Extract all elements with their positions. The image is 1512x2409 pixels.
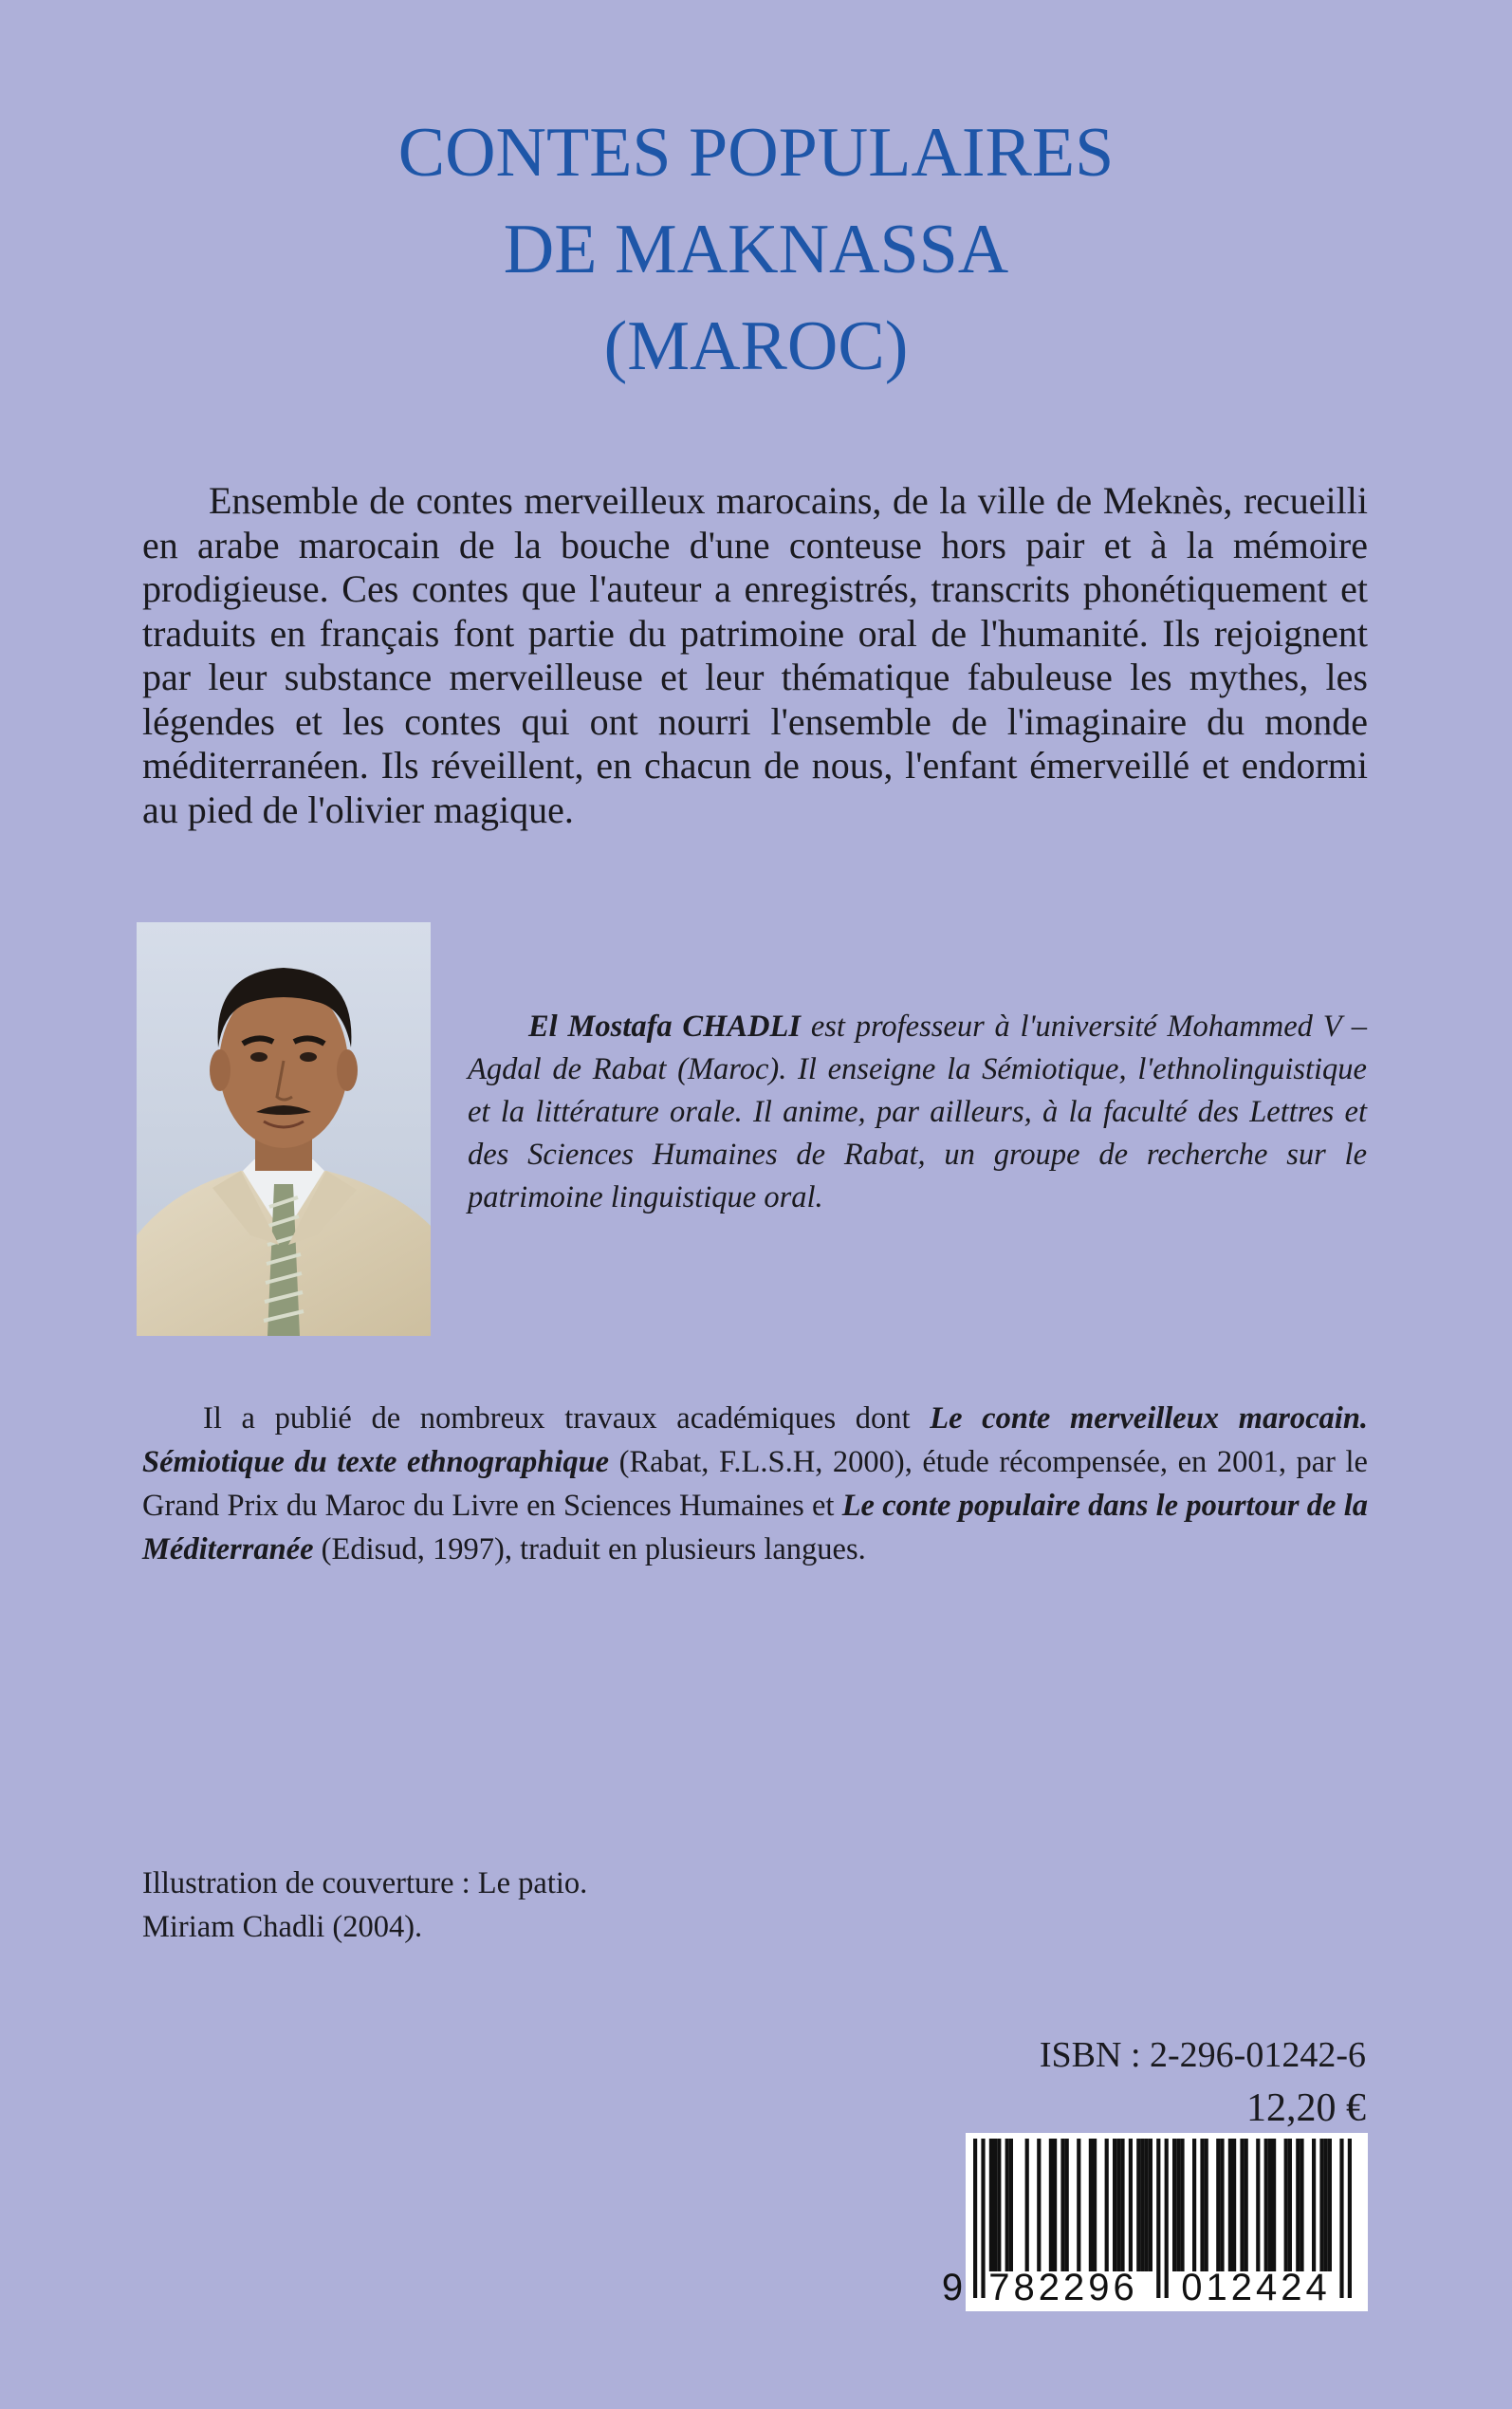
barcode-bar xyxy=(1228,2139,1232,2271)
barcode-bar xyxy=(1037,2139,1041,2271)
barcode-bar xyxy=(1328,2139,1332,2271)
barcode-bar xyxy=(1339,2139,1343,2298)
credit-line-2: Miriam Chadli (2004). xyxy=(142,1910,423,1944)
barcode-bar xyxy=(1129,2139,1133,2271)
barcode-bar xyxy=(1180,2139,1184,2271)
barcode-bar xyxy=(1319,2139,1323,2271)
barcode-bar xyxy=(1145,2139,1149,2271)
work-details-2: (Edisud, 1997), traduit en plusieurs langues. xyxy=(321,1532,866,1566)
barcode-bar xyxy=(1256,2139,1260,2271)
barcode-bar xyxy=(1272,2139,1276,2271)
barcode-bar xyxy=(973,2139,977,2298)
barcode-bar xyxy=(993,2139,997,2271)
barcode-bar xyxy=(1005,2139,1009,2271)
barcode-bar xyxy=(1140,2139,1144,2271)
book-summary: Ensemble de contes merveilleux marocains, de la ville de Meknès, recueilli en arabe marocain de la bouche d'une conteuse hors pair et à la mémoire prodigieuse. Ces contes que l'auteur a enregistrés, transcrits phonétiquement et traduits en français font partie du patrimoine oral de l'humanité. Ils rejoignent par leur substance merveilleuse et leur thématique fabuleuse les mythes, les légendes et les contes qui ont nourri l'ensemble de l'imaginaire du monde méditerranéen. Ils réveillent, en chacun de nous, l'enfant émerveillé et endormi au pied de l'olivier magique. xyxy=(142,479,1368,831)
barcode-bar xyxy=(1284,2139,1288,2271)
barcode-bar xyxy=(1324,2139,1328,2271)
book-title xyxy=(0,104,1512,395)
price: 12,20 € xyxy=(1246,2086,1366,2130)
barcode-bar xyxy=(1105,2139,1109,2271)
barcode-bar xyxy=(1172,2139,1176,2271)
barcode-bar xyxy=(1049,2139,1053,2271)
barcode-bar xyxy=(1009,2139,1013,2271)
credit-line-1: Illustration de couverture : Le patio. xyxy=(142,1866,588,1900)
work-details-1: (Rabat, F.L.S.H, 2000), étude récompensée, en 2001, par le Grand Prix du Maroc du Livre en Sciences Humaines et xyxy=(142,1445,1368,1523)
barcode-bar xyxy=(1348,2139,1352,2298)
barcode-left-digits: 782296 xyxy=(988,2267,1138,2308)
author-photo xyxy=(137,922,431,1336)
barcode-bar xyxy=(1116,2139,1120,2271)
title-line-3: (MAROC) xyxy=(603,307,909,385)
barcode-right-digits: 012424 xyxy=(1181,2267,1331,2308)
barcode-bar xyxy=(1156,2139,1160,2298)
barcode-bar xyxy=(1288,2139,1292,2271)
barcode-bar xyxy=(1264,2139,1268,2271)
title-line-2: DE MAKNASSA xyxy=(503,211,1009,288)
barcode-bar xyxy=(1245,2139,1248,2271)
barcode xyxy=(939,2133,1368,2311)
barcode-bar xyxy=(1205,2139,1208,2271)
barcode-bar xyxy=(1113,2139,1116,2271)
publications-intro: Il a publié de nombreux travaux académiques dont xyxy=(203,1401,911,1436)
barcode-lead-digit: 9 xyxy=(941,2267,964,2308)
barcode-bar xyxy=(1065,2139,1069,2271)
barcode-bar xyxy=(1060,2139,1064,2271)
barcode-bar xyxy=(1268,2139,1272,2271)
barcode-bar xyxy=(1176,2139,1180,2271)
barcode-bar xyxy=(1053,2139,1057,2271)
barcode-bar xyxy=(1216,2139,1220,2271)
barcode-bar xyxy=(1240,2139,1244,2271)
isbn: ISBN : 2-296-01242-6 xyxy=(1039,2035,1366,2075)
author-name: El Mostafa CHADLI xyxy=(528,1010,802,1044)
barcode-bar xyxy=(1165,2139,1169,2298)
barcode-bar xyxy=(1089,2139,1093,2271)
barcode-bar xyxy=(1300,2139,1303,2271)
illustration-credit xyxy=(142,1862,996,1949)
title-line-1: CONTES POPULAIRES xyxy=(397,114,1115,192)
barcode-bar xyxy=(1136,2139,1140,2271)
barcode-bar xyxy=(1200,2139,1204,2271)
barcode-bar xyxy=(981,2139,985,2298)
barcode-bar xyxy=(1093,2139,1097,2271)
barcode-bar xyxy=(989,2139,993,2271)
barcode-bar xyxy=(1025,2139,1029,2271)
author-bio-text: est professeur à l'université Mohammed V – Agdal de Rabat (Maroc). Il enseigne la Sémiotique, l'ethnolinguistique et la littérature orale. Il anime, par ailleurs, à la faculté des Lettres et des Sciences Humaines de Rabat, un groupe de recherche sur le patrimoine linguistique oral. xyxy=(468,1010,1367,1214)
barcode-bar xyxy=(1192,2139,1196,2271)
barcode-bar xyxy=(1312,2139,1316,2271)
barcode-bar xyxy=(1232,2139,1236,2271)
barcode-bar xyxy=(1220,2139,1224,2271)
barcode-bar xyxy=(1077,2139,1080,2271)
author-bio xyxy=(468,1006,1367,1219)
work-title-1: Le conte merveilleux marocain. Sémiotique du texte ethnographique xyxy=(142,1401,1369,1479)
publications-paragraph xyxy=(142,1397,1368,1571)
barcode-bar xyxy=(1296,2139,1300,2271)
barcode-bar xyxy=(1120,2139,1124,2271)
barcode-bar xyxy=(997,2139,1001,2271)
barcode-bar xyxy=(1149,2139,1152,2271)
work-title-2: Le conte populaire dans le pourtour de la Méditerranée xyxy=(142,1489,1368,1566)
